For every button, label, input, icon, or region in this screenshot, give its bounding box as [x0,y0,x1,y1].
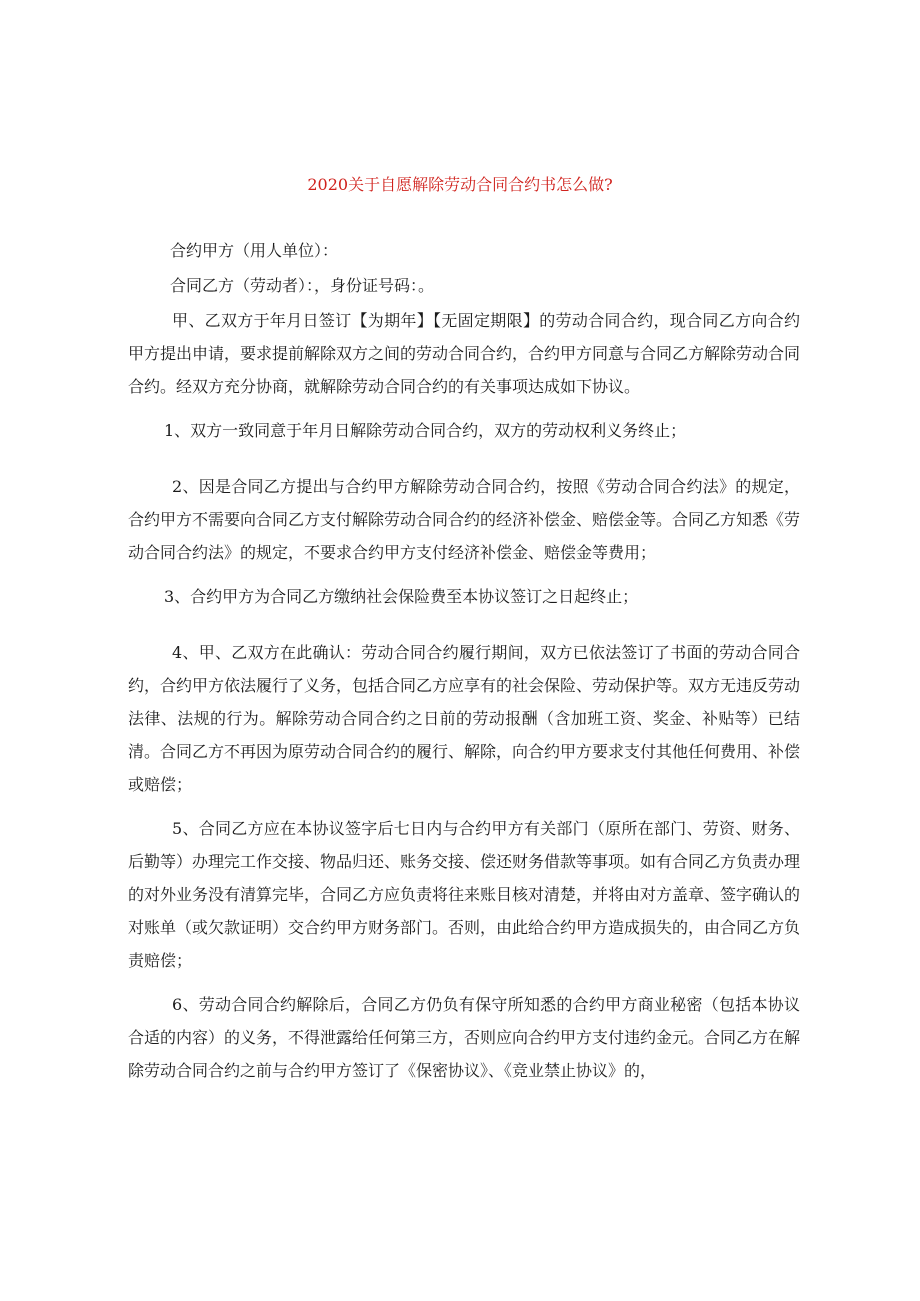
clause-5: 5、合同乙方应在本协议签字后七日内与合约甲方有关部门（原所在部门、劳资、财务、后勤等）办理完工作交接、物品归还、账务交接、偿还财务借款等事项。如有合同乙方负责办理的对外业务没有清算完毕，合同乙方应负责将往来账目核对清楚，并将由对方盖章、签字确认的对账单（或欠款证明）交合约甲方财务部门。否则，由此给合约甲方造成损失的，由合同乙方负责赔偿； [128,819,801,970]
intro-paragraph: 甲、乙双方于年月日签订【为期年】【无固定期限】的劳动合同合约，现合同乙方向合约甲方提出申请，要求提前解除双方之间的劳动合同合约，合约甲方同意与合同乙方解除劳动合同合约。经双方充分协商，就解除劳动合同合约的有关事项达成如下协议。 [128,311,801,396]
party-a-line: 合约甲方（用人单位）： [170,241,339,260]
clause-1: 1、双方一致同意于年月日解除劳动合同合约，双方的劳动权利义务终止； [164,421,687,440]
clause-3: 3、合约甲方为合同乙方缴纳社会保险费至本协议签订之日起终止； [164,587,639,606]
party-b-line: 合同乙方（劳动者）：，身份证号码：。 [170,276,435,295]
clause-2: 2、因是合同乙方提出与合约甲方解除劳动合同合约，按照《劳动合同合约法》的规定，合约甲方不需要向合同乙方支付解除劳动合同合约的经济补偿金、赔偿金等。合同乙方知悉《劳动合同合约法》的规定，不要求合约甲方支付经济补偿金、赔偿金等费用； [128,477,801,562]
clause-6: 6、劳动合同合约解除后，合同乙方仍负有保守所知悉的合约甲方商业秘密（包括本协议合适的内容）的义务，不得泄露给任何第三方，否则应向合约甲方支付违约金元。合同乙方在解除劳动合同合约之前与合约甲方签订了《保密协议》、《竞业禁止协议》的， [128,995,801,1080]
document-title: 2020关于自愿解除劳动合同合约书怎么做? [307,175,613,194]
clause-4: 4、甲、乙双方在此确认：劳动合同合约履行期间，双方已依法签订了书面的劳动合同合约，合约甲方依法履行了义务，包括合同乙方应享有的社会保险、劳动保护等。双方无违反劳动法律、法规的行为。解除劳动合同合约之日前的劳动报酬（含加班工资、奖金、补贴等）已结清。合同乙方不再因为原劳动合同合约的履行、解除，向合约甲方要求支付其他任何费用、补偿或赔偿； [128,643,801,794]
